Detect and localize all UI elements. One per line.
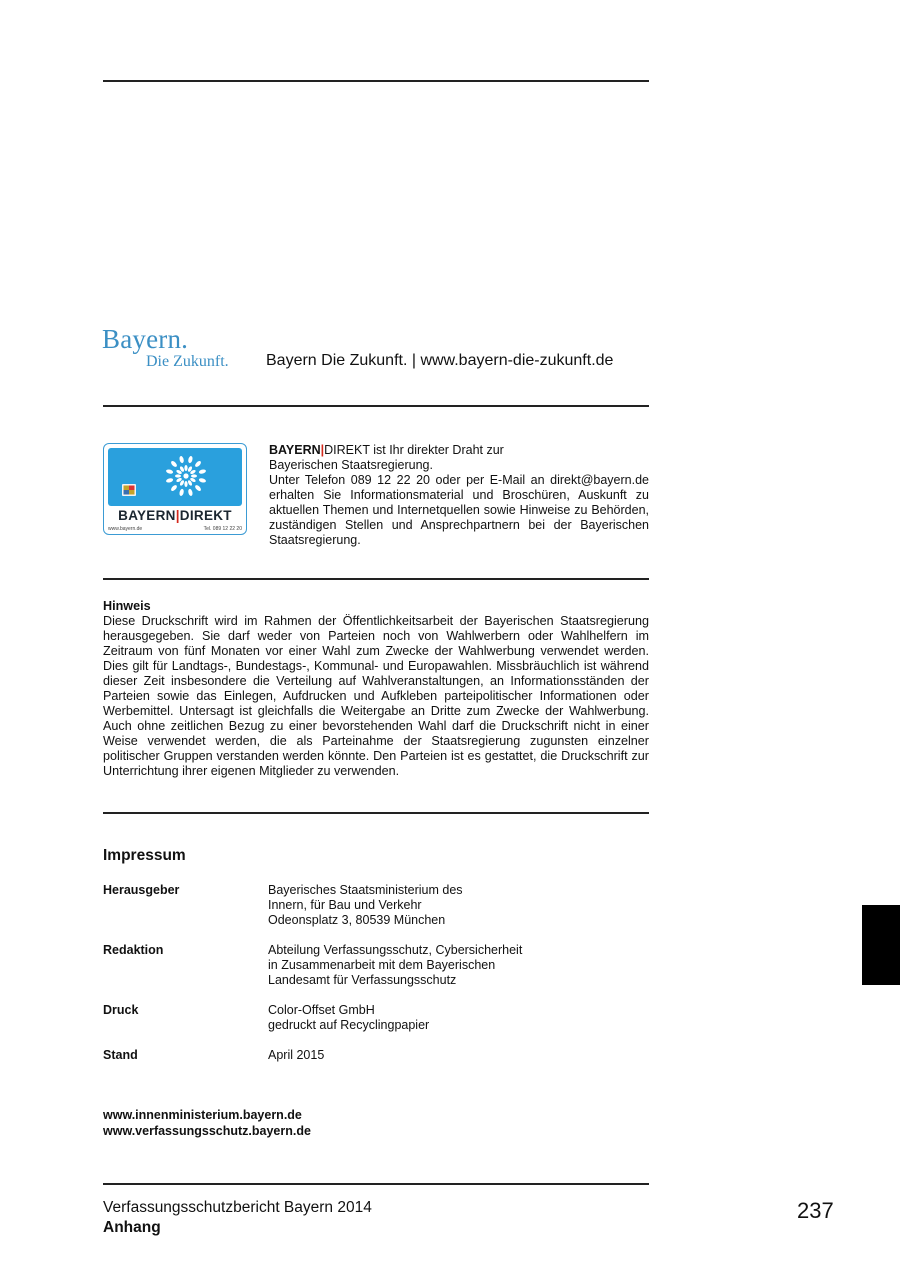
bayern-direkt-description bbox=[269, 443, 649, 548]
footer-subtitle: Anhang bbox=[103, 1219, 161, 1236]
link-verfassungsschutz[interactable]: www.verfassungsschutz.bayern.de bbox=[103, 1124, 311, 1138]
logo-small-print bbox=[108, 526, 242, 532]
impressum-value: Bayerisches Staatsministerium des Innern, für Bau und Verkehr Odeonsplatz 3, 80539 München bbox=[268, 883, 463, 927]
impressum-label: Druck bbox=[103, 1003, 139, 1017]
wordmark-direkt: DIREKT bbox=[179, 508, 232, 523]
website-links bbox=[103, 1107, 311, 1139]
hinweis-body: Diese Druckschrift wird im Rahmen der Öffentlichkeitsarbeit der Bayerischen Staatsregierung herausgegeben. Sie darf weder von Parteien noch von Wahlwerbern oder Wahlhelfern im Zeitraum von fünf Monaten vor einer Wahl zum Zwecke der Wahlwerbung verwendet werden. Dies gilt für Landtags-, Bundestags-, Kommunal- und Europawahlen. Missbräuchlich ist während dieser Zeit insbesondere die Verteilung auf Wahlveranstaltungen, an Informationsständen der Parteien sowie das Einlegen, Aufdrucken und Aufkleben parteipolitischer Informationen oder Werbemittel. Untersagt ist gleichfalls die Weitergabe an Dritte zum Zwecke der Wahlwerbung. Auch ohne zeitlichen Bezug zu einer bevorstehenden Wahl darf die Druckschrift nicht in einer Weise verwendet werden, die als Parteinahme der Staatsregierung zugunsten einzelner politischer Gruppen verstanden werden könnte. Den Parteien ist es gestattet, die Druckschrift zur Unterrichtung ihrer eigenen Mitglieder zu verwenden. bbox=[103, 614, 649, 778]
bayern-direkt-wordmark bbox=[104, 508, 246, 523]
direkt-intro-line-2: Bayerischen Staatsregierung. bbox=[269, 458, 433, 472]
hinweis-heading: Hinweis bbox=[103, 599, 151, 613]
bayern-zukunft-website: Bayern Die Zukunft. | www.bayern-die-zukunft.de bbox=[266, 352, 614, 369]
logo-line-2: Die Zukunft. bbox=[146, 353, 229, 370]
impressum-label: Herausgeber bbox=[103, 883, 180, 897]
hinweis-section bbox=[103, 599, 649, 779]
coat-of-arms-icon bbox=[122, 484, 136, 496]
divider bbox=[103, 578, 649, 580]
logo-tel: Tel. 089 12 22 20 bbox=[203, 526, 242, 532]
bayern-direkt-logo bbox=[103, 443, 247, 535]
impressum-value: Color-Offset GmbH gedruckt auf Recyclingpapier bbox=[268, 1003, 430, 1032]
impressum-label: Redaktion bbox=[103, 943, 164, 957]
direkt-intro-line bbox=[269, 443, 649, 458]
logo-blue-panel bbox=[108, 448, 242, 506]
impressum-value: Abteilung Verfassungsschutz, Cybersicherheit in Zusammenarbeit mit dem Bayerischen Landesamt für Verfassungsschutz bbox=[268, 943, 523, 987]
impressum-label: Stand bbox=[103, 1048, 138, 1062]
divider bbox=[103, 1183, 649, 1185]
direkt-brand-bayern: BAYERN bbox=[269, 443, 321, 457]
chapter-tab-marker bbox=[862, 905, 900, 985]
bayern-die-zukunft-logo bbox=[102, 324, 242, 374]
link-innenministerium[interactable]: www.innenministerium.bayern.de bbox=[103, 1108, 302, 1122]
wordmark-separator: | bbox=[175, 508, 180, 523]
divider bbox=[103, 80, 649, 82]
direkt-body: Unter Telefon 089 12 22 20 oder per E-Mail an direkt@bayern.de erhalten Sie Informationsmaterial und Broschüren, Auskunft zu aktuellen Themen und Internetquellen sowie Hinweise zu Behörden, zuständigen Stellen und Ansprechpartnern bei der Bayerischen Staatsregierung. bbox=[269, 473, 649, 547]
starburst-icon bbox=[108, 448, 244, 506]
logo-line-1: Bayern. bbox=[102, 324, 189, 354]
logo-url: www.bayern.de bbox=[108, 526, 143, 532]
page-number: 237 bbox=[797, 1198, 834, 1223]
footer-title: Verfassungsschutzbericht Bayern 2014 bbox=[103, 1199, 372, 1216]
direkt-brand-separator: | bbox=[320, 443, 325, 457]
impressum-title: Impressum bbox=[103, 847, 186, 864]
wordmark-bayern: BAYERN bbox=[118, 508, 176, 523]
impressum-value: April 2015 bbox=[268, 1048, 325, 1062]
divider bbox=[103, 812, 649, 814]
direkt-brand-direkt: DIREKT bbox=[324, 443, 370, 457]
divider bbox=[103, 405, 649, 407]
direkt-intro-rest: ist Ihr direkter Draht zur bbox=[369, 443, 504, 457]
